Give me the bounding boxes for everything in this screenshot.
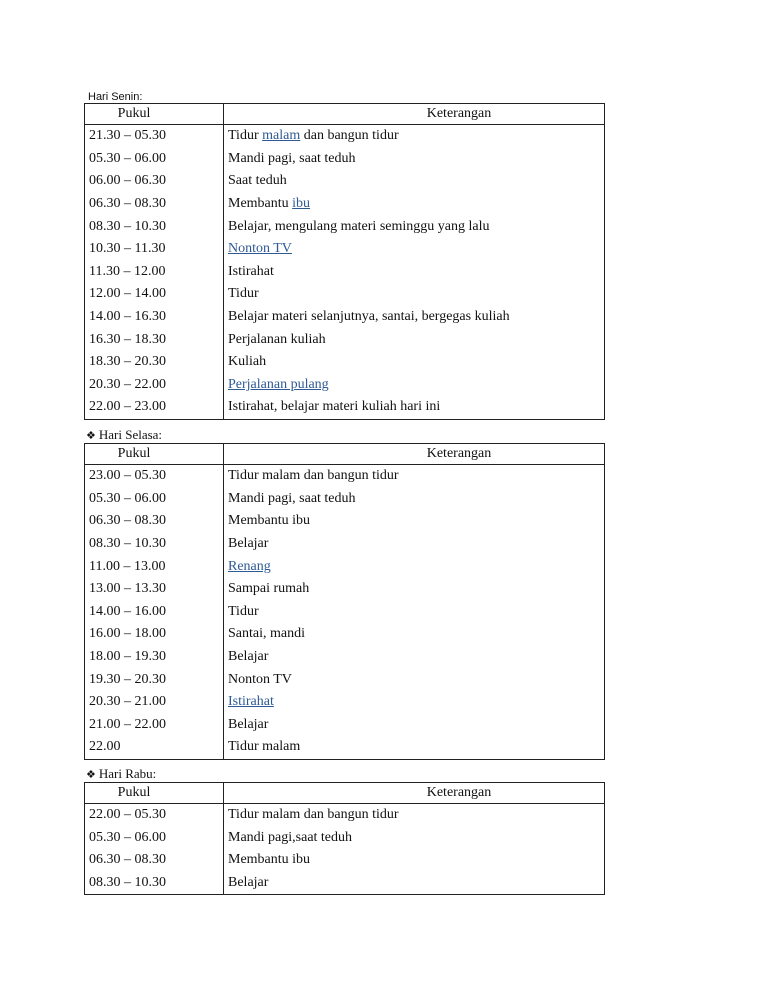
section-title-rabu: ❖ Hari Rabu: [86, 766, 157, 781]
activity-cell [224, 623, 605, 646]
activity-cell [224, 714, 605, 737]
time-cell: 22.00 – 23.00 [85, 396, 224, 419]
activity-cell [224, 328, 605, 351]
time-cell: 16.30 – 18.30 [85, 328, 224, 351]
table-row [85, 827, 605, 850]
table-row [85, 374, 605, 397]
activity-cell [224, 193, 605, 216]
table-row [85, 396, 605, 419]
activity-text: Tidur [228, 603, 259, 619]
activity-cell [224, 238, 605, 261]
activity-text: Membantu [228, 196, 293, 212]
time-cell: 10.30 – 11.30 [85, 238, 224, 261]
activity-text: Istirahat, belajar materi kuliah hari ini [228, 399, 441, 415]
table-row [85, 578, 605, 601]
table-row [85, 306, 605, 329]
activity-text: Belajar [228, 875, 269, 891]
activity-cell [224, 215, 605, 238]
time-cell: 21.00 – 22.00 [85, 714, 224, 737]
schedule-table-rabu [84, 782, 605, 895]
activity-text: Tidur malam dan bangun tidur [228, 468, 399, 484]
activity-link[interactable]: Perjalanan pulang [228, 376, 329, 392]
activity-text: Istirahat [228, 263, 274, 279]
activity-text: Mandi pagi, saat teduh [228, 150, 356, 166]
activity-cell [224, 148, 605, 171]
table-row [85, 261, 605, 284]
activity-cell [224, 578, 605, 601]
time-cell: 06.00 – 06.30 [85, 170, 224, 193]
activity-cell [224, 872, 605, 895]
table-row [85, 510, 605, 533]
header-pukul: Pukul [85, 104, 224, 125]
activity-cell [224, 374, 605, 397]
activity-cell [224, 510, 605, 533]
activity-cell [224, 351, 605, 374]
activity-link[interactable]: Nonton TV [228, 241, 292, 257]
activity-text: Kuliah [228, 354, 267, 370]
table-row [85, 623, 605, 646]
activity-text: Nonton TV [228, 671, 292, 687]
time-cell: 16.00 – 18.00 [85, 623, 224, 646]
header-keterangan: Keterangan [224, 444, 605, 465]
activity-text: Tidur malam [228, 739, 301, 755]
section-title-senin: Hari Senin: [88, 91, 143, 103]
activity-text: Belajar materi selanjutnya, santai, bergegas kuliah [228, 309, 510, 325]
time-cell: 08.30 – 10.30 [85, 215, 224, 238]
table-row [85, 328, 605, 351]
activity-cell [224, 804, 605, 827]
table-row [85, 215, 605, 238]
activity-cell [224, 488, 605, 511]
activity-cell [224, 533, 605, 556]
time-cell: 20.30 – 21.00 [85, 691, 224, 714]
time-cell: 19.30 – 20.30 [85, 668, 224, 691]
time-cell: 20.30 – 22.00 [85, 374, 224, 397]
time-cell: 12.00 – 14.00 [85, 283, 224, 306]
activity-cell [224, 306, 605, 329]
activity-cell [224, 283, 605, 306]
activity-cell [224, 646, 605, 669]
time-cell: 05.30 – 06.00 [85, 488, 224, 511]
activity-cell [224, 170, 605, 193]
table-row [85, 601, 605, 624]
activity-link[interactable]: Renang [228, 558, 271, 574]
activity-text: Santai, mandi [228, 626, 305, 642]
activity-text: Membantu ibu [228, 852, 311, 868]
time-cell: 13.00 – 13.30 [85, 578, 224, 601]
activity-text: Membantu ibu [228, 513, 311, 529]
time-cell: 06.30 – 08.30 [85, 193, 224, 216]
table-row [85, 668, 605, 691]
activity-text: Tidur [228, 128, 263, 144]
time-cell: 18.30 – 20.30 [85, 351, 224, 374]
time-cell: 06.30 – 08.30 [85, 849, 224, 872]
header-keterangan: Keterangan [224, 104, 605, 125]
activity-text: Belajar [228, 716, 269, 732]
diamond-bullet-icon: ❖ [86, 769, 96, 781]
time-cell: 05.30 – 06.00 [85, 148, 224, 171]
time-cell: 08.30 – 10.30 [85, 872, 224, 895]
table-row [85, 736, 605, 759]
activity-cell [224, 827, 605, 850]
activity-link[interactable]: Istirahat [228, 694, 274, 710]
activity-cell [224, 555, 605, 578]
time-cell: 23.00 – 05.30 [85, 465, 224, 488]
time-cell: 11.00 – 13.00 [85, 555, 224, 578]
schedule-table-selasa [84, 443, 605, 760]
activity-link[interactable]: ibu [292, 196, 311, 212]
time-cell: 06.30 – 08.30 [85, 510, 224, 533]
activity-text: Belajar [228, 536, 269, 552]
activity-cell [224, 668, 605, 691]
time-cell: 05.30 – 06.00 [85, 827, 224, 850]
table-row [85, 351, 605, 374]
table-row [85, 488, 605, 511]
activity-cell [224, 465, 605, 488]
activity-text: Mandi pagi, saat teduh [228, 490, 356, 506]
header-pukul: Pukul [85, 444, 224, 465]
time-cell: 08.30 – 10.30 [85, 533, 224, 556]
activity-cell [224, 736, 605, 759]
table-row [85, 804, 605, 827]
table-row [85, 646, 605, 669]
table-row [85, 193, 605, 216]
activity-text: Mandi pagi,saat teduh [228, 829, 353, 845]
table-row [85, 872, 605, 895]
activity-text: Perjalanan kuliah [228, 331, 326, 347]
table-row [85, 849, 605, 872]
time-cell: 22.00 [85, 736, 224, 759]
table-row [85, 555, 605, 578]
header-keterangan: Keterangan [224, 783, 605, 804]
table-row [85, 691, 605, 714]
activity-text: Saat teduh [228, 173, 287, 189]
time-cell: 14.00 – 16.00 [85, 601, 224, 624]
section-title-selasa: ❖ Hari Selasa: [86, 427, 163, 442]
activity-cell [224, 849, 605, 872]
activity-link[interactable]: malam [262, 128, 301, 144]
table-row [85, 465, 605, 488]
table-header [85, 104, 605, 125]
table-row [85, 148, 605, 171]
activity-text: Tidur malam dan bangun tidur [228, 807, 399, 823]
diamond-bullet-icon: ❖ [86, 430, 96, 442]
time-cell: 22.00 – 05.30 [85, 804, 224, 827]
table-header [85, 783, 605, 804]
table-row [85, 125, 605, 148]
activity-cell [224, 125, 605, 148]
table-row [85, 238, 605, 261]
table-header [85, 444, 605, 465]
table-row [85, 533, 605, 556]
time-cell: 21.30 – 05.30 [85, 125, 224, 148]
time-cell: 14.00 – 16.30 [85, 306, 224, 329]
time-cell: 18.00 – 19.30 [85, 646, 224, 669]
table-row [85, 170, 605, 193]
activity-text: Belajar [228, 649, 269, 665]
activity-text: Sampai rumah [228, 581, 310, 597]
table-row [85, 283, 605, 306]
activity-text-suffix: dan bangun tidur [300, 128, 399, 144]
activity-cell [224, 396, 605, 419]
activity-cell [224, 691, 605, 714]
header-pukul: Pukul [85, 783, 224, 804]
activity-text: Tidur [228, 286, 259, 302]
activity-text: Belajar, mengulang materi seminggu yang lalu [228, 218, 490, 234]
schedule-table-senin [84, 103, 605, 420]
activity-cell [224, 601, 605, 624]
activity-cell [224, 261, 605, 284]
table-row [85, 714, 605, 737]
time-cell: 11.30 – 12.00 [85, 261, 224, 284]
